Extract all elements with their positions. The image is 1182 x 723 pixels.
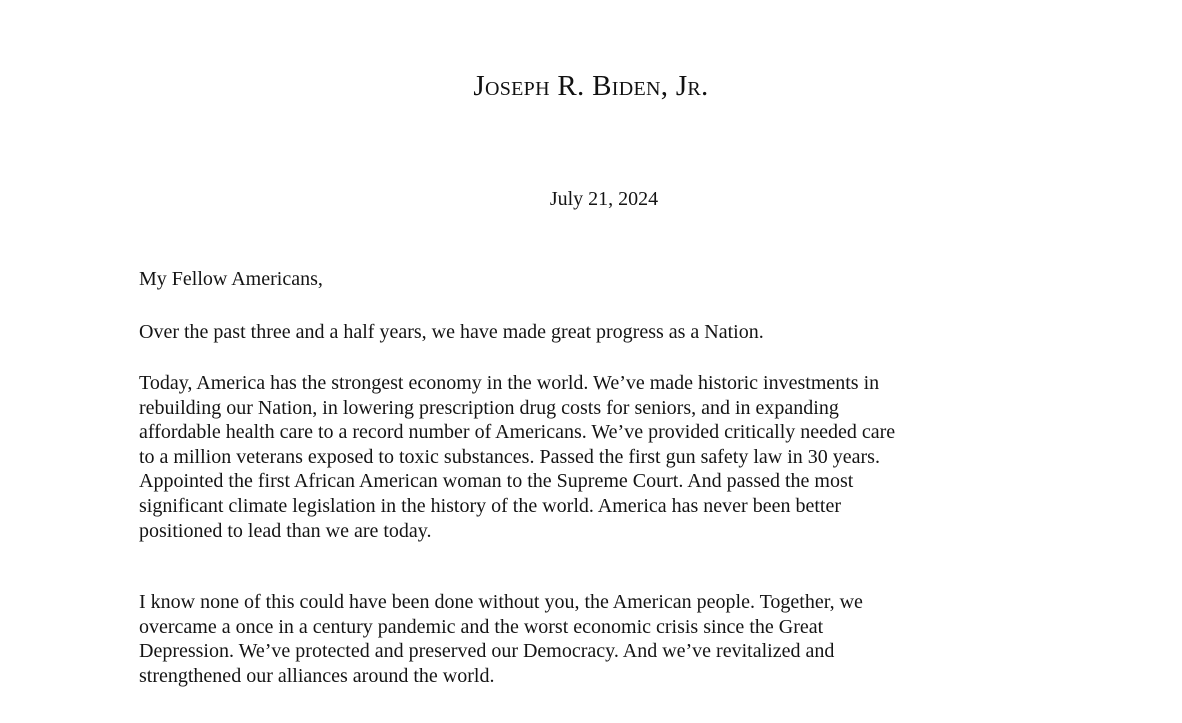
paragraph-line: rebuilding our Nation, in lowering prescription drug costs for seniors, and in expanding bbox=[139, 396, 839, 419]
letter-date: July 21, 2024 bbox=[549, 188, 659, 210]
paragraph-line: Appointed the first African American woman to the Supreme Court. And passed the most bbox=[139, 470, 854, 493]
paragraph-line: overcame a once in a century pandemic and the worst economic crisis since the Great bbox=[139, 615, 824, 638]
paragraph-line: affordable health care to a record number of Americans. We’ve provided critically needed care bbox=[139, 421, 896, 444]
paragraph-line: Depression. We’ve protected and preserved our Democracy. And we’ve revitalized and bbox=[139, 640, 835, 663]
paragraph-line: Today, America has the strongest economy in the world. We’ve made historic investments in bbox=[139, 372, 880, 394]
paragraph-line: significant climate legislation in the history of the world. America has never been better bbox=[139, 494, 842, 517]
paragraph-achievements bbox=[139, 371, 1099, 543]
paragraph-line: Over the past three and a half years, we have made great progress as a Nation. bbox=[139, 321, 764, 343]
paragraph-line: to a million veterans exposed to toxic substances. Passed the first gun safety law in 30 years. bbox=[139, 445, 880, 468]
paragraph-gratitude bbox=[139, 590, 1099, 688]
paragraph-line: positioned to lead than we are today. bbox=[139, 519, 432, 542]
paragraph-intro bbox=[139, 320, 1099, 345]
letterhead-name: Joseph R. Biden, Jr. bbox=[473, 70, 709, 102]
paragraph-line: strengthened our alliances around the world. bbox=[139, 664, 495, 687]
salutation: My Fellow Americans, bbox=[139, 268, 323, 290]
paragraph-line: I know none of this could have been done without you, the American people. Together, we bbox=[139, 591, 863, 613]
